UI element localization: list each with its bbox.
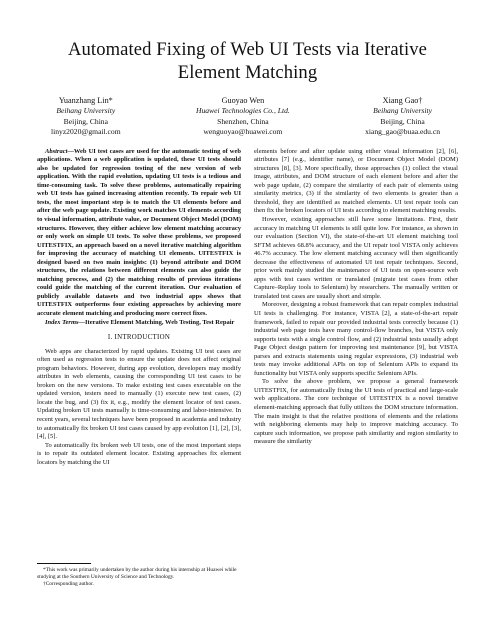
author-1 [51, 96, 121, 138]
index-terms-label: Index Terms [45, 318, 79, 326]
author-name: Xiang Gao† [382, 96, 423, 105]
footnote: †Corresponding author. [43, 581, 94, 587]
author-email: linyz2020@gmail.com [51, 127, 121, 137]
author-location: Beijing, China [380, 116, 425, 126]
section-heading: I. INTRODUCTION [107, 334, 171, 342]
author-3 [365, 96, 440, 138]
author-name: Guoyao Wen [221, 96, 265, 105]
footnotes [37, 563, 241, 588]
abstract-label: Abstract [45, 147, 68, 155]
author-affiliation: Huawei Technologies Co., Ltd. [195, 106, 290, 116]
author-block [37, 96, 458, 138]
body-paragraph: However, existing approaches still have some limitations. First, their accuracy in matching UI elements is still quite low. For instance, as shown in our evaluation (Section VI), the state-of-the-art UI element matching tool SFTM achieves 68.8% accuracy, and the UI repair tool VISTA only achieves 46.7% accuracy. The low element matching accuracy will then significantly decrease the effectiveness of automated UI test repair techniques. Second, prior work mainly studied the maintenance of UI tests on open-source web apps with test cases written or translated (migrate test cases from other Capture–Replay tools to Selenium) by researchers. The manually written or translated test cases are usually short and simple. [254, 216, 458, 300]
abstract-text: —Web UI test cases are used for the automatic testing of web applications. When a web application is updated, these UI tests should also be updated for regression testing of the new version of web application. With the rapid evolution, updating UI tests is a tedious and time-consuming task. To solve these problems, automatically repairing web UI tests has gained increasing attention recently. To repair web UI tests, the most important step is to match the UI elements before and after the web page update. Existing work matches UI elements according to visual information, attribute value, or Document Object Model (DOM) structures. However, they either achieve low element matching accuracy or only work on simple UI tests. To solve these problems, we proposed UITESTFIX, an approach based on a novel iterative matching algorithm for improving the accuracy of matching UI elements. UITESTFIX is designed based on two main insights: (1) beyond attribute and DOM structures, the relations between different elements can also guide the matching process, and (2) the matching results of previous iterations could guide the matching of the current iteration. Our evaluation of publicly available datasets and two industrial apps shows that UITESTFIX outperforms four existing approaches by achieving more accurate element matching and producing more correct fixes. [37, 147, 241, 318]
author-2 [196, 96, 290, 138]
right-column [254, 148, 458, 468]
author-affiliation: Beihang University [56, 106, 116, 116]
footnote-rule [37, 563, 91, 564]
index-terms [37, 319, 241, 328]
intro-paragraph: Web apps are characterized by rapid updates. Existing UI test cases are often used as regression tests to ensure the update does not affect original program behaviors. However, during app evolution, developers may modify attributes in web elements, causing the corresponding UI test cases to be broken on the new versions. To make existing test cases executable on the updated version, testers need to manually (1) execute new test cases, (2) locate the bug, and (3) fix it, e.g., modify the element locator of test cases. Updating broken UI tests manually is time-consuming and labor-intensive. In recent years, several techniques have been proposed in academia and industry to automatically fix broken UI test cases caused by app evolution [1], [2], [3], [4], [5]. [37, 347, 241, 441]
abstract [37, 148, 241, 319]
body-paragraph: Moreover, designing a robust framework that can repair complex industrial UI tests is challenging. For instance, VISTA [2], a state-of-the-art repair framework, failed to repair our provided industrial tests correctly because (1) industrial web page tests have many control-flow branches, but VISTA only supports tests with a single control flow, and (2) industrial tests usually adopt Page Object design pattern for improving test maintenance [9], but VISTA parses and extracts statements using regular expressions, (3) industrial web tests may invoke additional APIs on top of Selenium APIs to expand its functionality but VISTA only supports specific Selenium APIs. [254, 301, 458, 377]
footnote: *This work was primarily undertaken by the author during his internship at Huawei while studying at the Southern University of Science and Technology. [37, 567, 237, 580]
author-affiliation: Beihang University [373, 106, 432, 116]
author-location: Shenzhen, China [217, 116, 269, 126]
left-column [37, 148, 241, 468]
body-columns [37, 148, 458, 468]
paper-title: Automated Fixing of Web UI Tests via Iterative Element Matching [68, 39, 427, 83]
author-email: wenguoyao@huawei.com [203, 127, 283, 137]
body-paragraph: elements before and after update using either visual information [2], [6], attributes [7] (e.g., identifier name), or Document Object Model (DOM) structures [8], [3]. More specifically, those approaches (1) collect the visual image, attributes, and DOM structure of each element before and after the web page update, (2) compare the similarity of each pair of elements using similarity metrics, (3) if the similarity of two elements is greater than a threshold, they are identified as matched elements. UI test repair tools can then fix the broken locators of UI tests according to element matching results. [254, 147, 458, 215]
body-paragraph: To solve the above problem, we propose a general framework UITESTFIX, for automatically fixing the UI tests of practical and large-scale web applications. The core technique of UITESTFIX is a novel iterative element-matching approach that fully utilizes the DOM structure information. The main insight is that the relative positions of elements and the relations with neighboring elements may help to improve matching accuracy. To capture such information, we propose path similarity and region similarity to measure the similarity [254, 378, 458, 446]
index-terms-text: —Iterative Element Matching, Web Testing, Test Repair [78, 318, 235, 326]
author-name: Yuanzhang Lin* [58, 96, 113, 105]
author-email: xiang_gao@buaa.edu.cn [365, 127, 440, 137]
author-location: Beijing, China [63, 116, 108, 126]
intro-paragraph: To automatically fix broken web UI tests, one of the most important steps is to repair its outdated element locator. Existing approaches fix element locators by matching the UI [37, 441, 241, 466]
